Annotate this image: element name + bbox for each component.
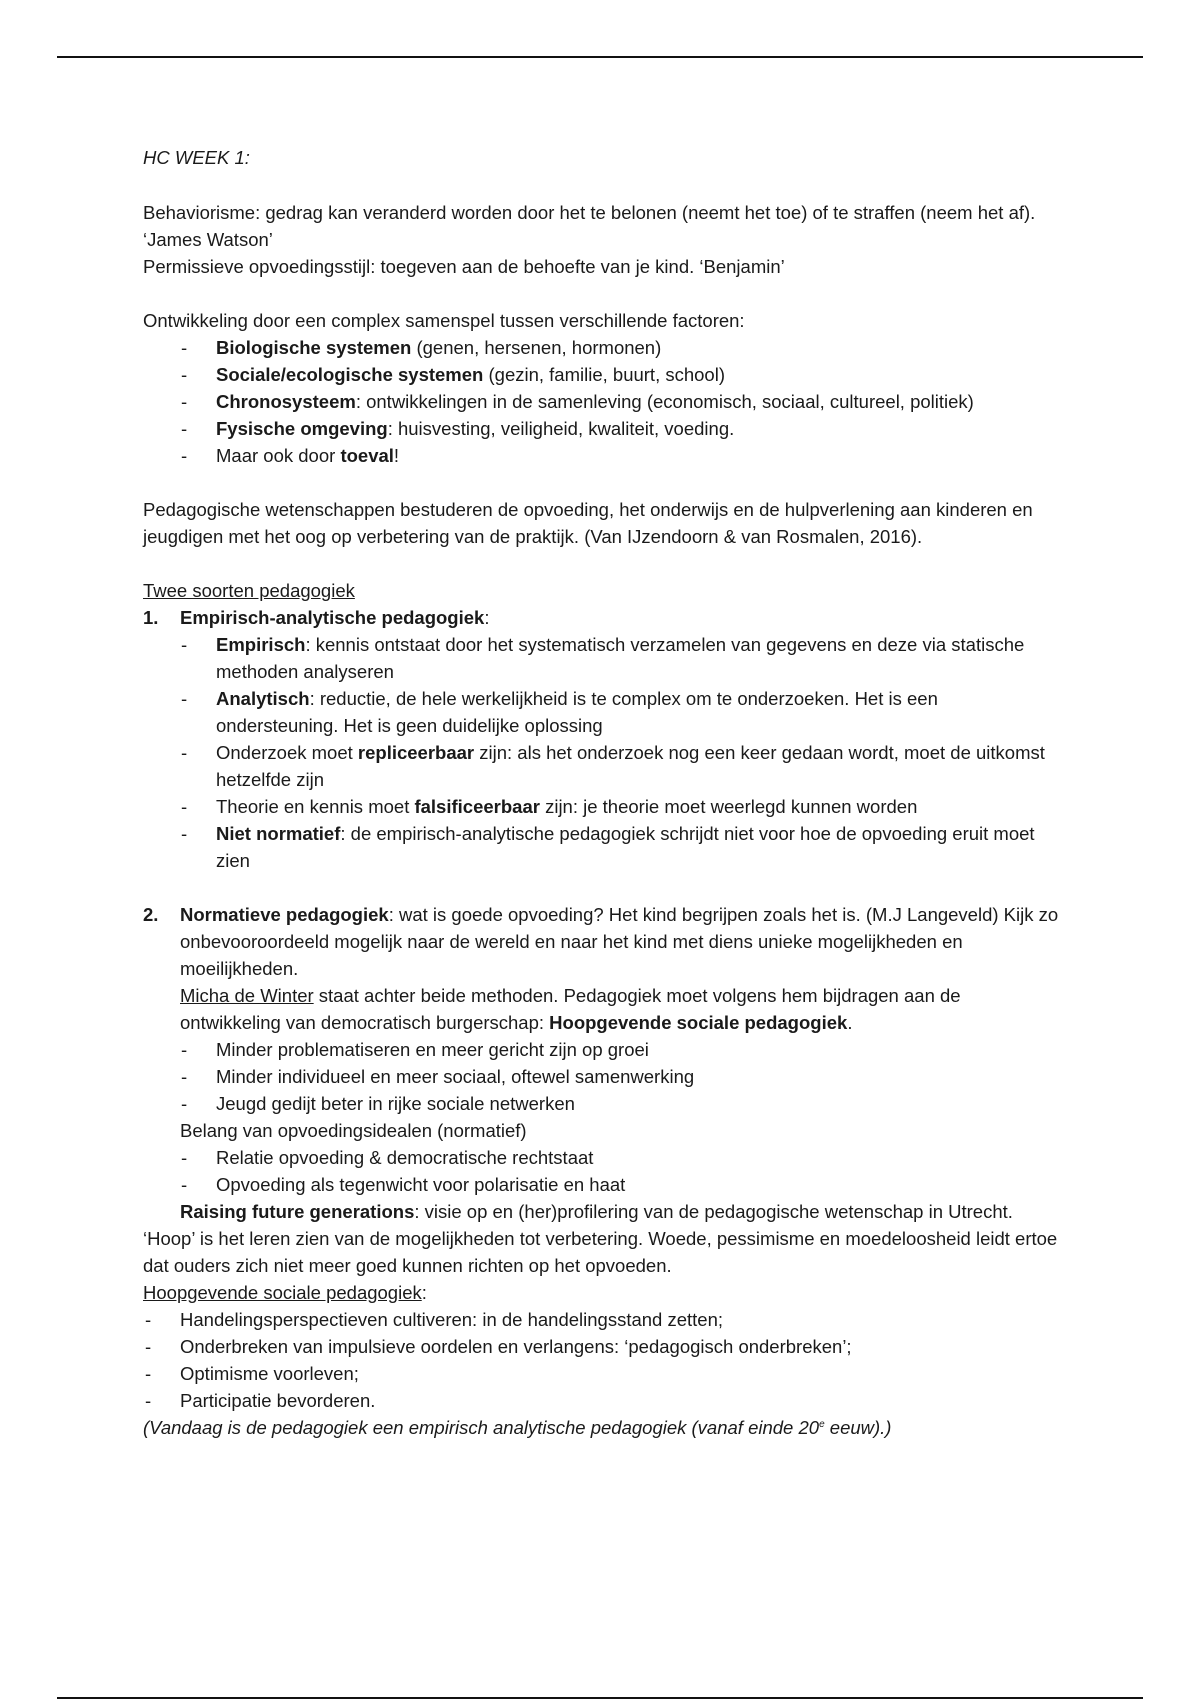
list-item: - Handelingsperspectieven cultiveren: in de handelingsstand zetten;: [143, 1306, 1063, 1333]
list-item: - Participatie bevorderen.: [143, 1387, 1063, 1414]
numbered-item-1: 1. Empirisch-analytische pedagogiek:: [143, 607, 490, 628]
list-item: - Niet normatief: de empirisch-analytische pedagogiek schrijdt niet voor hoe de opvoeding eruit moet zien: [143, 820, 1063, 874]
list-item: - Relatie opvoeding & democratische rechtstaat: [143, 1144, 1063, 1171]
page-title: HC WEEK 1:: [143, 147, 250, 168]
list-item: - Minder individueel en meer sociaal, oftewel samenwerking: [143, 1063, 1063, 1090]
list-item: - Minder problematiseren en meer gericht zijn op groei: [143, 1036, 1063, 1063]
ideals-label: Belang van opvoedingsidealen (normatief): [180, 1120, 527, 1141]
paragraph-behaviorism: Behaviorisme: gedrag kan veranderd worden door het te belonen (neemt het toe) of te straffen (neem het af). ‘James Watson’: [143, 202, 1036, 250]
factors-intro: Ontwikkeling door een complex samenspel tussen verschillende factoren:: [143, 310, 745, 331]
list-item: - Analytisch: reductie, de hele werkelijkheid is te complex om te onderzoeken. Het is een ondersteuning. Het is geen duidelijke oplossing: [143, 685, 1063, 739]
paragraph-winter: Micha de Winter staat achter beide methoden. Pedagogiek moet volgens hem bijdragen aan de ontwikkeling van democratisch burgerschap: Hoopgevende sociale pedagogiek.: [180, 985, 961, 1033]
list-item: - Theorie en kennis moet falsificeerbaar zijn: je theorie moet weerlegd kunnen worden: [143, 793, 1063, 820]
closing-note: (Vandaag is de pedagogiek een empirisch analytische pedagogiek (vanaf einde 20e eeuw).): [143, 1417, 892, 1438]
list-item: - Optimisme voorleven;: [143, 1360, 1063, 1387]
paragraph-permissive: Permissieve opvoedingsstijl: toegeven aan de behoefte van je kind. ‘Benjamin’: [143, 256, 785, 277]
list-item: - Biologische systemen (genen, hersenen, hormonen): [143, 334, 1063, 361]
list-item: - Opvoeding als tegenwicht voor polarisatie en haat: [143, 1171, 1063, 1198]
footer-rule: [57, 1697, 1143, 1699]
list-item: - Jeugd gedijt beter in rijke sociale netwerken: [143, 1090, 1063, 1117]
paragraph-hope: ‘Hoop’ is het leren zien van de mogelijkheden tot verbetering. Woede, pessimisme en moedeloosheid leidt ertoe dat ouders zich niet meer goed kunnen richten op het opvoeden.: [143, 1228, 1058, 1276]
hope-heading: Hoopgevende sociale pedagogiek:: [143, 1282, 427, 1303]
list-item: - Fysische omgeving: huisvesting, veiligheid, kwaliteit, voeding.: [143, 415, 1063, 442]
list-item: - Onderzoek moet repliceerbaar zijn: als het onderzoek nog een keer gedaan wordt, moet de uitkomst hetzelfde zijn: [143, 739, 1063, 793]
document-body: [143, 144, 1063, 1441]
header-rule: [57, 56, 1143, 58]
list-item: - Maar ook door toeval!: [143, 442, 1063, 469]
paragraph-definition: Pedagogische wetenschappen bestuderen de opvoeding, het onderwijs en de hulpverlening aan kinderen en jeugdigen met het oog op verbetering van de praktijk. (Van IJzendoorn & van Rosmalen, 2016).: [143, 499, 1033, 547]
list-item: - Chronosysteem: ontwikkelingen in de samenleving (economisch, sociaal, cultureel, politiek): [143, 388, 1063, 415]
section-heading: Twee soorten pedagogiek: [143, 580, 355, 601]
list-item: - Empirisch: kennis ontstaat door het systematisch verzamelen van gegevens en deze via statische methoden analyseren: [143, 631, 1063, 685]
list-item: - Sociale/ecologische systemen (gezin, familie, buurt, school): [143, 361, 1063, 388]
paragraph-raising: Raising future generations: visie op en (her)profilering van de pedagogische wetenschap in Utrecht.: [180, 1201, 1013, 1222]
numbered-item-2: 2. Normatieve pedagogiek: wat is goede opvoeding? Het kind begrijpen zoals het is. (M.J Langeveld) Kijk zo onbevooroordeeld mogelijk naar de wereld en naar het kind met diens unieke mogelijkheden en moeilijkheden.: [143, 904, 1059, 979]
list-item: - Onderbreken van impulsieve oordelen en verlangens: ‘pedagogisch onderbreken’;: [143, 1333, 1063, 1360]
